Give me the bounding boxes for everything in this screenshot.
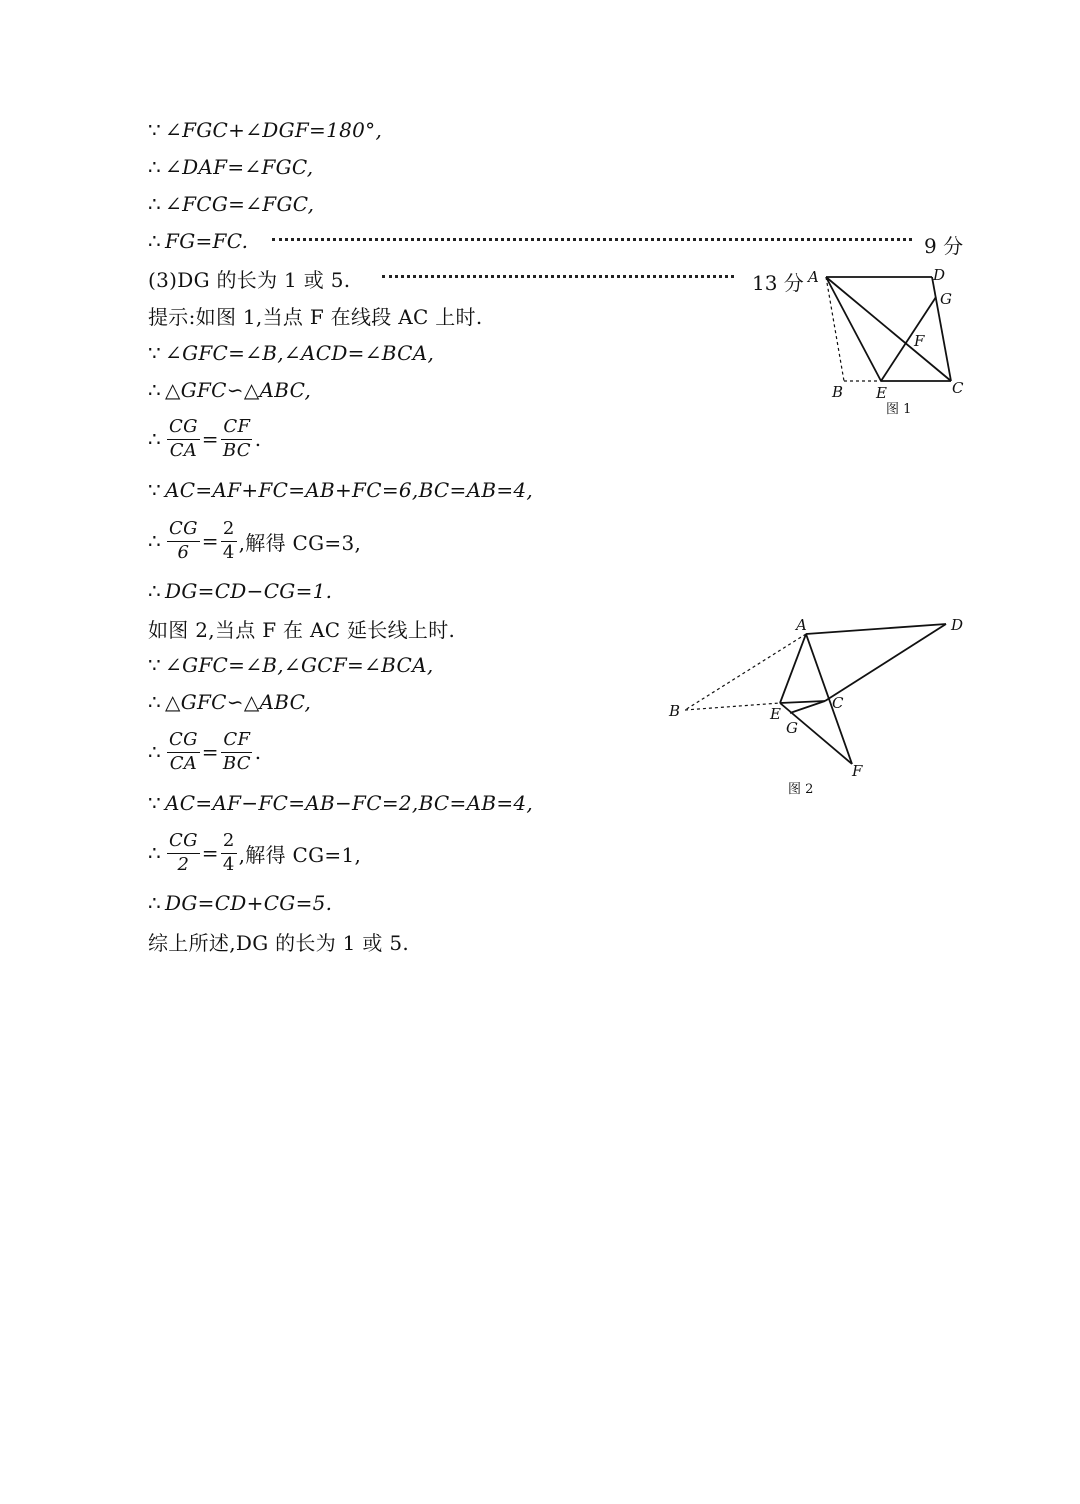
line-text: ∠FCG=∠FGC, xyxy=(165,192,315,216)
fraction-line-18 xyxy=(148,827,361,879)
label-C: C xyxy=(952,379,964,397)
label-G: G xyxy=(786,719,798,737)
segment-BE-dashed xyxy=(685,703,780,710)
line-text: ∠FGC+∠DGF=180°, xyxy=(165,118,383,142)
fraction xyxy=(221,519,237,563)
label-F: F xyxy=(914,332,925,350)
line-text: FG=FC. xyxy=(165,229,249,253)
proof-line-14 xyxy=(148,646,434,684)
proof-line-7 xyxy=(148,334,434,372)
denominator: BC xyxy=(222,439,251,461)
proof-line-4 xyxy=(148,222,248,260)
equals-sign: = xyxy=(201,740,219,764)
line-text: ∠DAF=∠FGC, xyxy=(165,155,314,179)
segment-AC xyxy=(826,277,951,381)
conclusion-line xyxy=(148,922,409,960)
numerator: CG xyxy=(167,831,200,854)
line-text: 综上所述,DG 的长为 1 或 5. xyxy=(148,930,410,955)
label-G: G xyxy=(940,290,952,308)
therefore-symbol: ∴ xyxy=(148,529,162,553)
fraction xyxy=(167,417,200,461)
fraction xyxy=(167,831,200,875)
line-text: ∠GFC=∠B,∠GCF=∠BCA, xyxy=(165,653,434,677)
line-text: AC=AF+FC=AB+FC=6,BC=AB=4, xyxy=(165,478,534,502)
label-E: E xyxy=(876,384,887,402)
line-text: 如图 2,当点 F 在 AC 延长线上时. xyxy=(148,617,456,642)
label-A: A xyxy=(808,268,819,286)
line-text: DG=CD−CG=1. xyxy=(165,579,333,603)
hint-line-2 xyxy=(148,609,455,647)
segment-AE xyxy=(780,634,806,703)
because-symbol: ∵ xyxy=(148,341,162,365)
figure-2 xyxy=(660,610,980,800)
segment-AB-dashed xyxy=(685,634,806,710)
therefore-symbol: ∴ xyxy=(148,155,162,179)
figure-2-caption: 图 2 xyxy=(788,782,814,797)
denominator: CA xyxy=(169,439,198,461)
equals-sign: = xyxy=(201,841,219,865)
label-B: B xyxy=(669,702,681,720)
line-text: (3)DG 的长为 1 或 5. xyxy=(148,267,351,292)
proof-line-8 xyxy=(148,371,311,409)
proof-line-19 xyxy=(148,884,332,922)
denominator: 6 xyxy=(177,541,190,563)
equals-sign: = xyxy=(201,529,219,553)
label-F: F xyxy=(852,762,863,780)
proof-line-2 xyxy=(148,148,313,186)
line-text: ∠GFC=∠B,∠ACD=∠BCA, xyxy=(165,341,435,365)
denominator: BC xyxy=(222,752,251,774)
label-B: B xyxy=(832,383,844,401)
score-9: 9 分 xyxy=(924,234,964,258)
label-C: C xyxy=(832,694,844,712)
figure-1 xyxy=(800,260,990,425)
line-text: DG=CD+CG=5. xyxy=(165,891,333,915)
therefore-symbol: ∴ xyxy=(148,192,162,216)
fraction xyxy=(221,831,237,875)
label-E: E xyxy=(770,705,781,723)
proof-line-12 xyxy=(148,572,332,610)
proof-line-17 xyxy=(148,784,533,822)
proof-line-1 xyxy=(148,111,382,149)
proof-line-10 xyxy=(148,471,533,509)
segment-AE xyxy=(826,277,881,381)
segment-EG xyxy=(881,297,936,381)
therefore-symbol: ∴ xyxy=(148,427,162,451)
segment-DC xyxy=(825,624,946,701)
proof-line-15 xyxy=(148,683,311,721)
fraction xyxy=(167,730,200,774)
fraction xyxy=(221,730,253,774)
therefore-symbol: ∴ xyxy=(148,378,162,402)
label-D: D xyxy=(933,266,946,284)
score-13: 13 分 xyxy=(752,271,804,295)
because-symbol: ∵ xyxy=(148,478,162,502)
therefore-symbol: ∴ xyxy=(148,690,162,714)
hint-line-1 xyxy=(148,296,483,334)
therefore-symbol: ∴ xyxy=(148,891,162,915)
because-symbol: ∵ xyxy=(148,653,162,677)
denominator: 2 xyxy=(177,853,190,875)
numerator: CF xyxy=(221,730,252,753)
segment-AD xyxy=(806,624,946,634)
line-text: △GFC∽△ABC, xyxy=(165,378,312,402)
denominator: CA xyxy=(169,752,198,774)
label-D: D xyxy=(951,616,964,634)
therefore-symbol: ∴ xyxy=(148,841,162,865)
numerator: CF xyxy=(221,417,252,440)
figure-1-caption: 图 1 xyxy=(886,402,912,417)
fraction xyxy=(221,417,253,461)
fraction-line-9 xyxy=(148,414,261,464)
label-A: A xyxy=(796,616,807,634)
line-tail: ,解得 CG=1, xyxy=(238,842,362,867)
equals-sign: = xyxy=(201,427,219,451)
numerator: 2 xyxy=(221,831,237,854)
fraction xyxy=(167,519,200,563)
denominator: 4 xyxy=(222,853,235,875)
therefore-symbol: ∴ xyxy=(148,579,162,603)
therefore-symbol: ∴ xyxy=(148,740,162,764)
answer-line xyxy=(148,259,350,297)
dotted-leader xyxy=(382,275,734,278)
dotted-leader xyxy=(272,238,912,241)
numerator: CG xyxy=(167,730,200,753)
because-symbol: ∵ xyxy=(148,118,162,142)
fraction-line-11 xyxy=(148,515,361,567)
proof-line-3 xyxy=(148,185,314,223)
therefore-symbol: ∴ xyxy=(148,229,162,253)
line-tail: . xyxy=(254,427,262,451)
line-tail: ,解得 CG=3, xyxy=(238,530,362,555)
line-tail: . xyxy=(254,740,262,764)
numerator: CG xyxy=(167,417,200,440)
fraction-line-16 xyxy=(148,727,261,777)
numerator: 2 xyxy=(221,519,237,542)
line-text: 提示:如图 1,当点 F 在线段 AC 上时. xyxy=(148,304,483,329)
denominator: 4 xyxy=(222,541,235,563)
because-symbol: ∵ xyxy=(148,791,162,815)
line-text: △GFC∽△ABC, xyxy=(165,690,312,714)
numerator: CG xyxy=(167,519,200,542)
line-text: AC=AF−FC=AB−FC=2,BC=AB=4, xyxy=(165,791,534,815)
